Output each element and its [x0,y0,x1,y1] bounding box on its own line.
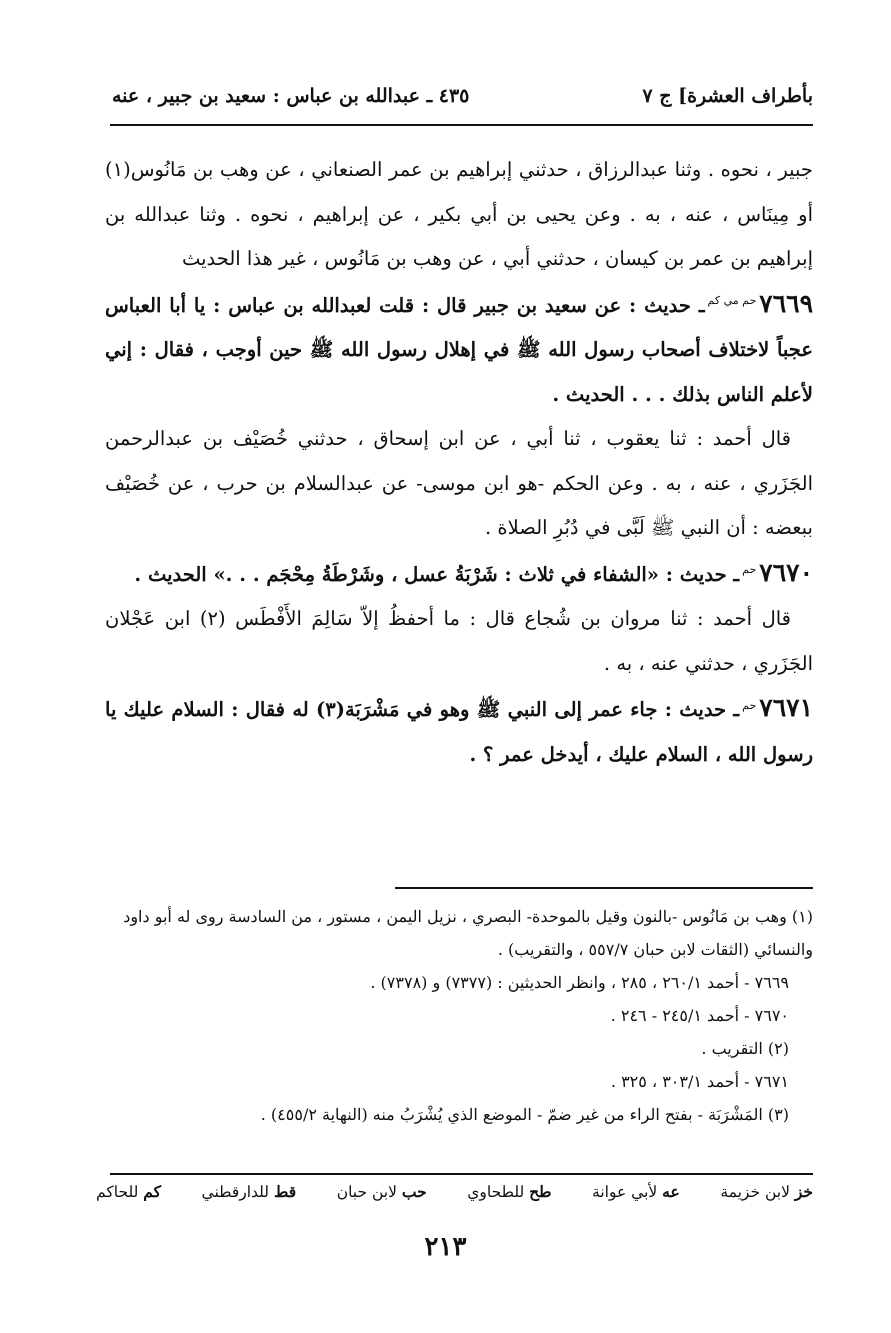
abbreviation-key [96,1182,813,1201]
footnote-ref-7671: ٧٦٧١ - أحمد ٣٠٣/١ ، ٣٢٥ . [610,1072,789,1091]
hadith-7671 [105,686,813,777]
abbreviation-code: قط [273,1182,297,1201]
footnote-1: (١) وهب بن مَانُوس -بالنون وقيل بالموحدة- البصري ، نزيل اليمن ، مستور ، من السادسة روى له أبو داود والنسائي (الثقات لابن حبان ٥٥٧/٧ ، والتقريب) . [123,907,813,959]
paragraph-ahmad-1: قال أحمد : ثنا يعقوب ، ثنا أبي ، عن ابن إسحاق ، حدثني خُصَيْف بن عبدالرحمن الجَزَري ، عنه ، به . وعن الحكم -هو ابن موسى- عن عبدالسلام بن حرب ، عن خُصَيْف ببعضه : أن النبي ﷺ لَبَّى في دُبُرِ الصلاة . [105,427,813,539]
abbreviation-code: طح [529,1182,552,1201]
hadith-text: ـ حديث : جاء عمر إلى النبي ﷺ وهو في مَشْرَبَة(٣) له فقال : السلام عليك يا رسول الله ، السلام عليك ، أيدخل عمر ؟ . [105,698,813,766]
hadith-7669 [105,282,813,418]
hadith-text: ـ حديث : «الشفاء في ثلاث : شَرْبَةُ عسل ، وشَرْطَةُ مِحْجَم . . .» الحديث . [134,562,740,586]
header-section-title: ٤٣٥ ـ عبدالله بن عباس : سعيد بن جبير ، عنه [112,85,470,107]
abbreviation-code: خز [794,1182,813,1201]
abbreviation-item [202,1182,297,1201]
hadith-number: ٧٦٦٩ [759,288,813,318]
footnote-ref-7669: ٧٦٦٩ - أحمد ٢٦٠/١ ، ٢٨٥ ، وانظر الحديثين : (٧٣٧٧) و (٧٣٧٨) . [370,973,789,992]
header-rule [110,124,813,126]
page-number: ٢١٣ [424,1232,467,1262]
hadith-number: ٧٦٧٠ [759,557,813,587]
hadith-number: ٧٦٧١ [759,693,813,722]
hadith-7670 [105,551,813,598]
source-symbols: حم [742,698,757,712]
abbreviation-desc: للدارقطني [201,1183,270,1201]
abbreviation-code: حب [401,1182,427,1201]
abbreviation-item [337,1182,427,1201]
abbreviation-code: عه [662,1182,680,1201]
paragraph-ahmad-2: قال أحمد : ثنا مروان بن شُجاع قال : ما أحفظُ إلاّ سَالِمَ الأَفْطَس (٢) ابن عَجْلان الجَزَري ، حدثني عنه ، به . [105,607,813,675]
paragraph-continuation: جبير ، نحوه . وثنا عبدالرزاق ، حدثني إبراهيم بن عمر الصنعاني ، عن وهب بن مَانُوس(١) أو مِينَاس ، عنه ، به . وعن يحيى بن أبي بكير ، عن إبراهيم ، نحوه . وثنا عبدالله بن إبراهيم بن عمر بن كيسان ، حدثني أبي ، عن وهب بن مَانُوس ، غير هذا الحديث [105,158,813,270]
source-symbols: حم [742,563,757,576]
abbreviation-item [592,1182,680,1201]
abbreviations-rule [110,1173,813,1175]
footnote-3: (٣) المَشْرَبَة - بفتح الراء من غير ضمّ - الموضع الذي يُشْرَبُ منه (النهاية ٤٥٥/٢) . [260,1105,789,1124]
abbreviation-desc: لابن حبان [336,1183,397,1201]
abbreviation-desc: لابن خزيمة [720,1183,790,1201]
abbreviation-desc: للطحاوي [467,1183,525,1201]
footnote-separator [395,887,813,889]
hadith-text: ـ حديث : عن سعيد بن جبير قال : قلت لعبدالله بن عباس : يا أبا العباس عجباً لاختلاف أصحاب رسول الله ﷺ في إهلال رسول الله ﷺ حين أوجب ، فقال : إني لأعلم الناس بذلك . . . الحديث . [105,293,813,406]
abbreviation-item [467,1182,551,1201]
footnotes [112,900,813,1131]
abbreviation-desc: لأبي عوانة [592,1183,658,1201]
footnote-2: (٢) التقريب . [701,1039,789,1058]
header-book-title: بأطراف العشرة] ج ٧ [642,85,813,107]
abbreviation-desc: للحاكم [96,1183,139,1201]
abbreviation-code: كم [143,1182,161,1201]
running-header [112,76,813,116]
abbreviation-item [96,1182,161,1201]
footnote-ref-7670: ٧٦٧٠ - أحمد ٢٤٥/١ - ٢٤٦ . [610,1006,789,1025]
source-symbols: حم مي كم [707,294,757,307]
abbreviation-item [720,1182,813,1201]
main-text [105,148,813,777]
